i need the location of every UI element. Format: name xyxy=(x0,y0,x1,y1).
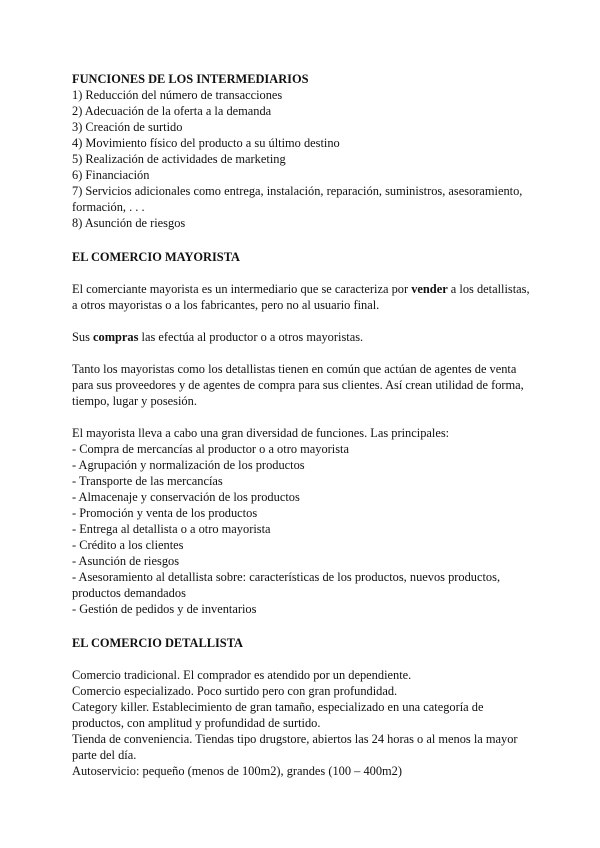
list-item: - Almacenaje y conservación de los productos xyxy=(72,490,300,504)
list-item: productos demandados xyxy=(72,586,186,600)
text: Comercio tradicional. El comprador es atendido por un dependiente. xyxy=(72,668,412,682)
list-item: 7) Servicios adicionales como entrega, instalación, reparación, suministros, asesoramiento, xyxy=(72,184,523,198)
heading-comercio-detallista: EL COMERCIO DETALLISTA xyxy=(72,636,243,650)
list-item: 2) Adecuación de la oferta a la demanda xyxy=(72,104,272,118)
list-item: 5) Realización de actividades de marketing xyxy=(72,152,286,166)
text: Autoservicio: pequeño (menos de 100m2), grandes (100 – 400m2) xyxy=(72,764,403,778)
bold-term-vender: vender xyxy=(411,282,448,296)
heading-funciones-intermediarios: FUNCIONES DE LOS INTERMEDIARIOS xyxy=(72,72,309,86)
list-item: 4) Movimiento físico del producto a su último destino xyxy=(72,136,340,150)
text: parte del día. xyxy=(72,748,137,762)
list-item: - Gestión de pedidos y de inventarios xyxy=(72,602,257,616)
list-item: - Transporte de las mercancías xyxy=(72,474,223,488)
list-item: formación, . . . xyxy=(72,200,145,214)
list-item: - Compra de mercancías al productor o a otro mayorista xyxy=(72,442,349,456)
bold-term-compras: compras xyxy=(93,330,139,344)
paragraph-compras xyxy=(72,329,530,345)
list-item: - Crédito a los clientes xyxy=(72,538,184,552)
list-item: - Agrupación y normalización de los productos xyxy=(72,458,305,472)
text: El comerciante mayorista es un intermediario que se caracteriza por xyxy=(72,282,412,296)
text: Tanto los mayoristas como los detallistas tienen en común que actúan de agentes de venta xyxy=(72,362,517,376)
list-item: - Entrega al detallista o a otro mayorista xyxy=(72,522,271,536)
text: a los detallistas, xyxy=(447,282,530,296)
text: Comercio especializado. Poco surtido pero con gran profundidad. xyxy=(72,684,398,698)
text: productos, con amplitud y profundidad de surtido. xyxy=(72,716,321,730)
list-funciones xyxy=(72,87,530,231)
paragraph-agentes xyxy=(72,361,530,409)
text: para sus proveedores y de agentes de compra para sus clientes. Así crean utilidad de forma, xyxy=(72,378,524,392)
paragraph-tipos-detallista xyxy=(72,667,530,779)
paragraph-funciones-intro: El mayorista lleva a cabo una gran diversidad de funciones. Las principales: xyxy=(72,426,450,440)
heading-comercio-mayorista: EL COMERCIO MAYORISTA xyxy=(72,250,240,264)
list-item: - Asunción de riesgos xyxy=(72,554,180,568)
text: las efectúa al productor o a otros mayoristas. xyxy=(138,330,364,344)
text: Tienda de conveniencia. Tiendas tipo drugstore, abiertos las 24 horas o al menos la mayor xyxy=(72,732,518,746)
paragraph-mayorista-definicion xyxy=(72,281,530,313)
list-funciones-mayorista xyxy=(72,441,530,617)
list-item: 1) Reducción del número de transacciones xyxy=(72,88,283,102)
text: tiempo, lugar y posesión. xyxy=(72,394,197,408)
text: Sus xyxy=(72,330,94,344)
list-item: 8) Asunción de riesgos xyxy=(72,216,186,230)
list-item: 3) Creación de surtido xyxy=(72,120,183,134)
list-item: - Promoción y venta de los productos xyxy=(72,506,258,520)
text: Category killer. Establecimiento de gran tamaño, especializado en una categoría de xyxy=(72,700,484,714)
text: a otros mayoristas o a los fabricantes, pero no al usuario final. xyxy=(72,298,380,312)
list-item: - Asesoramiento al detallista sobre: características de los productos, nuevos productos, xyxy=(72,570,501,584)
list-item: 6) Financiación xyxy=(72,168,150,182)
